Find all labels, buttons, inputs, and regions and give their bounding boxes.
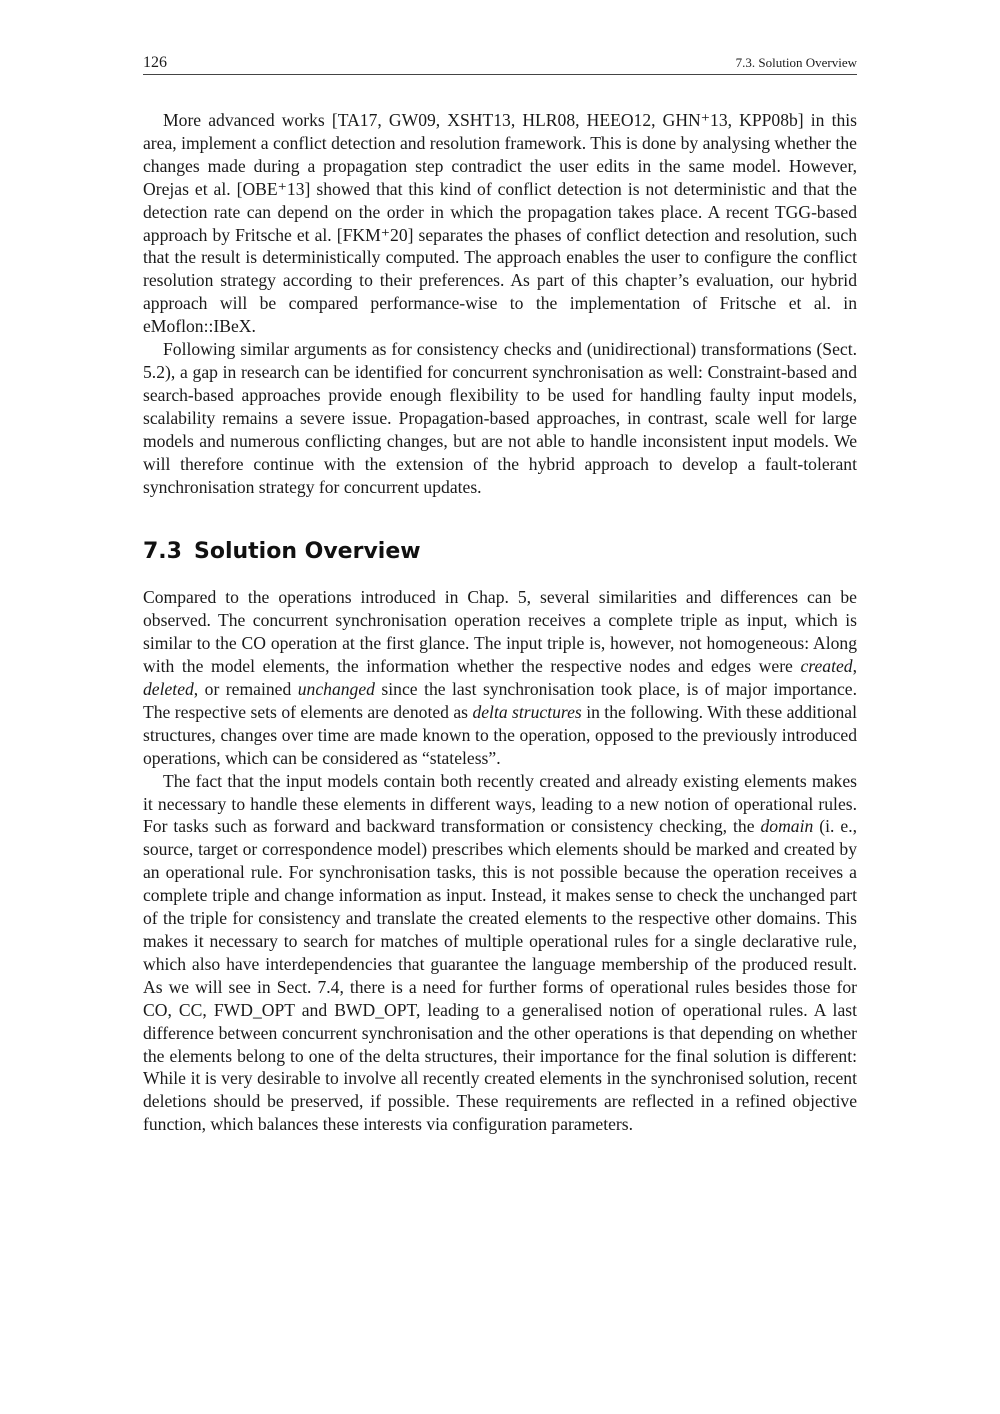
text-run: (i. e., source, target or correspondence model) prescribes which elements should be marked and created by an operational rule. For synchronisation tasks, this is not possible because the operation receives a complete triple and change information as input. Instead, it makes sense to check the unchanged part of the triple for consistency and translate the created elements to the respective other domains. This makes it necessary to search for matches of multiple operational rules for a single declarative rule, which also have interdependencies that guarantee the language membership of the produced result. As we will see in Sect. 7.4, there is a need for further forms of operational rules besides those for CO, CC, FWD_OPT and BWD_OPT, leading to a generalised notion of operational rules. A last difference between concurrent synchronisation and the other operations is that depending on whether the elements belong to one of the delta structures, their importance for the final solution is different: While it is very desirable to involve all recently created elements in the synchronised solution, recent deletions should be preserved, if possible. These requirements are reflected in a refined objective function, which balances these interests via configuration parameters. [143, 816, 857, 1135]
emphasis-deleted: deleted [143, 679, 194, 700]
emphasis-domain: domain [760, 816, 814, 837]
text-run: , or remained [193, 679, 298, 700]
emphasis-delta-structures: delta structures [472, 701, 582, 722]
paragraph-related-work: More advanced works [TA17, GW09, XSHT13, HLR08, HEEO12, GHN⁺13, KPP08b] in this area, implement a conflict detection and resolution framework. This is done by analysing whether the changes made during a propagation step contradict the user edits in the same model. However, Orejas et al. [OBE⁺13] showed that this kind of conflict detection is not deterministic and that the detection rate can depend on the order in which the propagation takes place. A recent TGG-based approach by Fritsche et al. [FKM⁺20] separates the phases of conflict detection and resolution, such that the result is deterministically computed. The approach enables the user to configure the conflict resolution strategy according to their preferences. As part of this chapter’s evaluation, our hybrid approach will be compared performance-wise to the implementation of Fritsche et al. in eMoflon::IBeX. [143, 110, 857, 337]
running-header [143, 52, 857, 75]
text-run: in the following. With these additional structures, changes over time are made known to the operation, opposed to the previously introduced operations, which can be considered as “stateless”. [143, 701, 857, 768]
paragraph-operational-rules [143, 770, 857, 1137]
running-section-title: 7.3. Solution Overview [735, 55, 857, 70]
section-title-text: Solution Overview [193, 539, 421, 565]
section-number: 7.3 [143, 539, 182, 565]
emphasis-unchanged: unchanged [297, 679, 375, 700]
text-run: Compared to the operations introduced in Chap. 5, several similarities and differences can be observed. The concurrent synchronisation operation receives a complete triple as input, which is similar to the CO operation at the first glance. The input triple is, however, not homogeneous: Along with the model elements, the information whether the respective nodes and edges were [143, 587, 857, 677]
emphasis-created: created [800, 656, 853, 677]
text-run: since the last synchronisation took place, is of major importance. The respective sets of elements are denoted as [143, 679, 857, 722]
page [143, 52, 857, 1136]
section-heading [143, 538, 857, 566]
paragraph-research-gap: Following similar arguments as for consistency checks and (unidirectional) transformations (Sect. 5.2), a gap in research can be identified for concurrent synchronisation as well: Constraint-based and search-based approaches provide enough flexibility to be used for handling faulty input models, scalability remains a severe issue. Propagation-based approaches, in contrast, scale well for large models and numerous conflicting changes, but are not able to handle inconsistent input models. We will therefore continue with the extension of the hybrid approach to develop a fault-tolerant synchronisation strategy for concurrent updates. [143, 339, 857, 497]
paragraph-comparison [143, 586, 857, 769]
text-run: The fact that the input models contain both recently created and already existing elements makes it necessary to handle these elements in different ways, leading to a new notion of operational rules. For tasks such as forward and backward transformation or consistency checking, the [143, 770, 857, 837]
text-run: , [852, 656, 857, 677]
page-number: 126 [143, 54, 167, 71]
